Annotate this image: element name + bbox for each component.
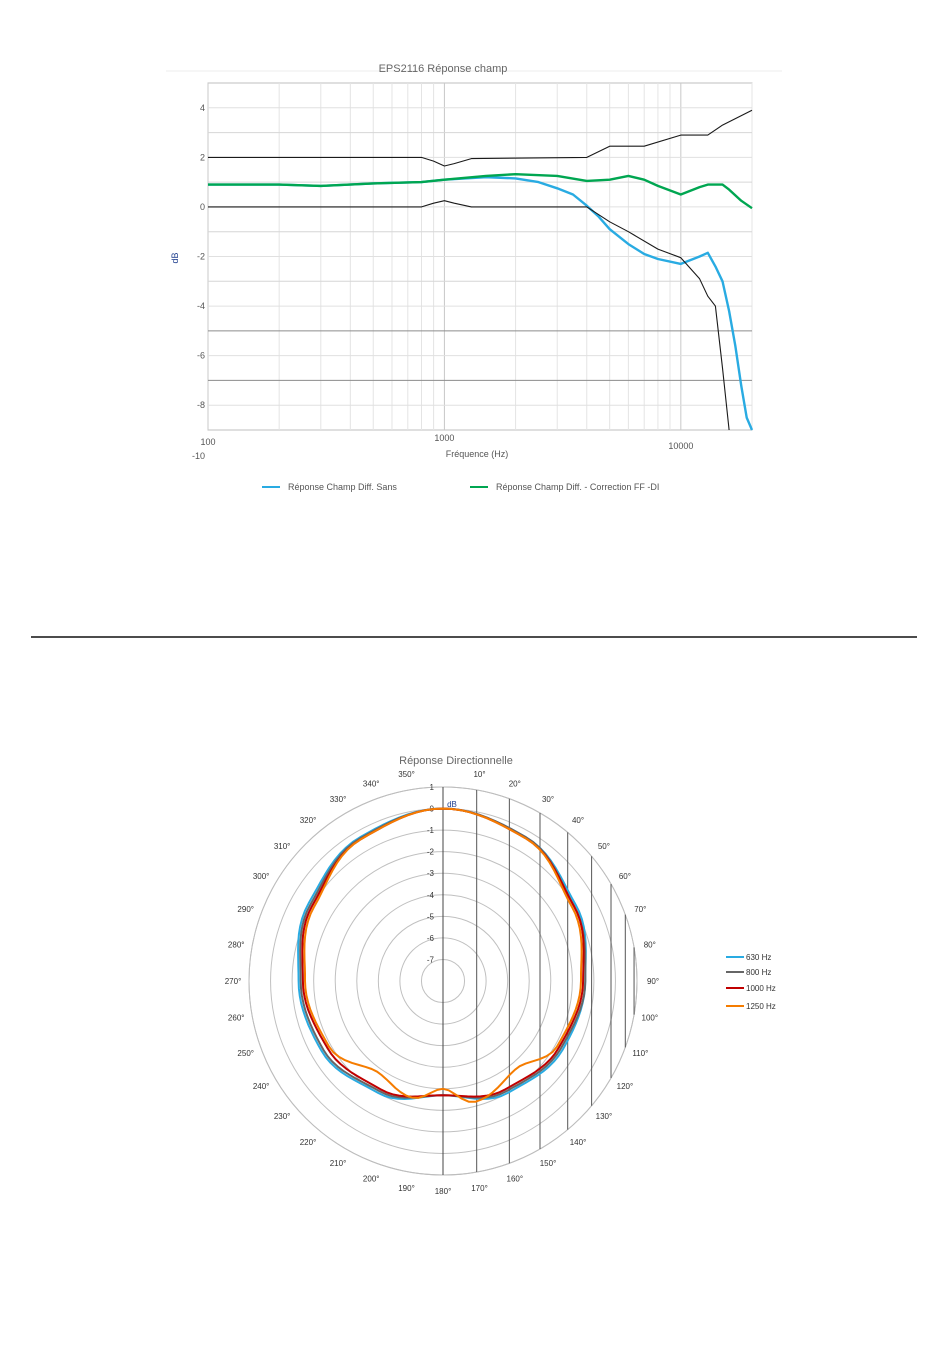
angle-tick-label: 140° bbox=[569, 1137, 587, 1147]
angle-tick-label: 110° bbox=[632, 1048, 649, 1058]
legend-label: Réponse Champ Diff. Sans bbox=[288, 482, 397, 492]
angle-tick-label: 190° bbox=[398, 1183, 415, 1193]
chart-title: Réponse Directionnelle bbox=[399, 755, 513, 767]
x-tick-label: 100 bbox=[200, 437, 216, 447]
radius-tick-label: -4 bbox=[426, 890, 434, 900]
angle-tick-label: 330° bbox=[329, 795, 347, 805]
legend-label: 630 Hz bbox=[746, 953, 772, 962]
y-tick-label: 4 bbox=[199, 102, 205, 113]
radius-unit-label: dB bbox=[447, 800, 457, 809]
y-axis-label: dB bbox=[170, 252, 180, 264]
angle-tick-label: 220° bbox=[299, 1137, 317, 1147]
legend-label: 800 Hz bbox=[746, 968, 772, 977]
angle-tick-label: 180° bbox=[434, 1187, 452, 1196]
directional-response-chart bbox=[225, 755, 776, 1196]
angle-tick-label: 80° bbox=[643, 940, 656, 950]
angle-tick-label: 150° bbox=[539, 1158, 557, 1168]
radius-tick-label: -1 bbox=[426, 826, 434, 836]
radius-tick-label: 1 bbox=[429, 783, 434, 792]
radius-tick-label: -6 bbox=[426, 933, 434, 943]
legend-label: 1000 Hz bbox=[746, 984, 776, 993]
angle-tick-label: 120° bbox=[616, 1082, 634, 1091]
angle-tick-label: 210° bbox=[329, 1158, 347, 1168]
radius-tick-label: 0 bbox=[429, 804, 434, 814]
angle-tick-label: 10° bbox=[473, 770, 486, 780]
angle-tick-label: 240° bbox=[252, 1082, 270, 1091]
x-tick-label: 1000 bbox=[434, 433, 455, 443]
angle-tick-label: 100° bbox=[641, 1013, 659, 1023]
angle-tick-label: 90° bbox=[646, 977, 660, 986]
angle-tick-label: 70° bbox=[634, 905, 647, 915]
angle-tick-label: 230° bbox=[273, 1112, 291, 1121]
y-tick-label: -8 bbox=[196, 400, 205, 411]
angle-tick-label: 40° bbox=[571, 816, 585, 826]
angle-tick-label: 350° bbox=[398, 770, 415, 780]
legend bbox=[726, 953, 776, 1011]
radius-tick-label: -2 bbox=[426, 847, 434, 857]
y-tick-label: -10 bbox=[191, 451, 205, 461]
angle-tick-label: 320° bbox=[299, 816, 317, 826]
y-tick-label: -6 bbox=[196, 350, 205, 361]
angle-tick-label: 20° bbox=[508, 779, 521, 789]
angle-tick-label: 340° bbox=[362, 779, 380, 789]
angle-tick-label: 250° bbox=[237, 1048, 254, 1058]
angle-tick-label: 310° bbox=[273, 842, 291, 851]
x-tick-label: 10000 bbox=[668, 441, 694, 451]
angle-tick-label: 200° bbox=[362, 1174, 380, 1184]
angle-tick-label: 300° bbox=[252, 872, 270, 881]
y-tick-label: -4 bbox=[196, 301, 205, 312]
radius-tick-label: -3 bbox=[426, 869, 434, 879]
angle-tick-label: 290° bbox=[237, 905, 254, 915]
angle-tick-label: 50° bbox=[597, 842, 610, 851]
angle-tick-label: 280° bbox=[227, 940, 245, 950]
angle-tick-label: 160° bbox=[506, 1174, 524, 1184]
y-tick-label: 0 bbox=[199, 201, 205, 212]
angle-tick-label: 130° bbox=[595, 1112, 613, 1121]
angle-tick-label: 270° bbox=[224, 977, 242, 986]
x-axis-label: Fréquence (Hz) bbox=[445, 449, 509, 459]
legend-label: 1250 Hz bbox=[746, 1002, 776, 1011]
radius-tick-label: -7 bbox=[426, 955, 434, 965]
angle-tick-label: 30° bbox=[541, 795, 555, 805]
angle-tick-label: 170° bbox=[471, 1183, 488, 1193]
angle-tick-label: 260° bbox=[227, 1013, 245, 1023]
legend-label: Réponse Champ Diff. - Correction FF -DI bbox=[496, 482, 660, 492]
radius-tick-label: -5 bbox=[426, 912, 434, 922]
y-tick-label: 2 bbox=[199, 152, 205, 163]
polar-series bbox=[298, 809, 586, 1102]
y-tick-label: -2 bbox=[196, 251, 205, 262]
polar-grid bbox=[249, 787, 637, 1175]
angle-tick-label: 60° bbox=[618, 872, 631, 881]
frequency-response-chart bbox=[160, 58, 790, 520]
chart-title: EPS2116 Réponse champ bbox=[378, 63, 508, 75]
